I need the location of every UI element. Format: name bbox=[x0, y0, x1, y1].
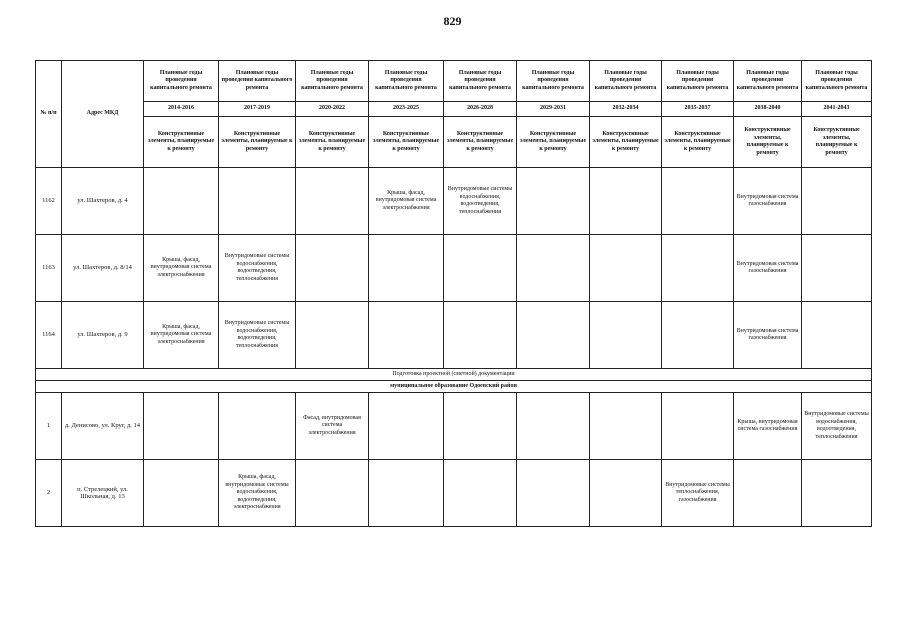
period-cell: 2014-2016 bbox=[144, 102, 219, 117]
elements-header: Конструктивные элементы, планируемые к ремонту bbox=[734, 117, 802, 168]
header-row-elements bbox=[36, 117, 872, 168]
repair-cell: Крыша, фасад, внутридомовые системы водоснабжения, водоотведения, электроснабжения bbox=[219, 460, 296, 527]
row-address: ул. Шахтеров, д. 4 bbox=[62, 168, 144, 235]
row-number: 1 bbox=[36, 393, 62, 460]
repair-cell bbox=[219, 168, 296, 235]
row-number: 1164 bbox=[36, 302, 62, 369]
period-cell: 2023-2025 bbox=[369, 102, 444, 117]
plan-header: Плановые годы проведения капитального ремонта bbox=[444, 61, 517, 102]
elements-header: Конструктивные элементы, планируемые к ремонту bbox=[296, 117, 369, 168]
elements-header: Конструктивные элементы, планируемые к ремонту bbox=[369, 117, 444, 168]
elements-header: Конструктивные элементы, планируемые к ремонту bbox=[444, 117, 517, 168]
repair-cell bbox=[590, 460, 662, 527]
repair-cell bbox=[144, 460, 219, 527]
repair-cell bbox=[662, 168, 734, 235]
row-address: ул. Шахтеров, д. 8/14 bbox=[62, 235, 144, 302]
elements-header: Конструктивные элементы, планируемые к ремонту bbox=[590, 117, 662, 168]
repair-cell bbox=[802, 235, 872, 302]
repair-cell bbox=[444, 460, 517, 527]
plan-header: Плановые годы проведения капитального ремонта bbox=[144, 61, 219, 102]
row-number: 1163 bbox=[36, 235, 62, 302]
repair-cell bbox=[517, 235, 590, 302]
plan-header: Плановые годы проведения капитального ремонта bbox=[734, 61, 802, 102]
period-cell: 2032-2034 bbox=[590, 102, 662, 117]
repair-cell bbox=[369, 302, 444, 369]
plan-header: Плановые годы проведения капитального ремонта bbox=[802, 61, 872, 102]
repair-cell bbox=[662, 393, 734, 460]
repair-cell: Крыша, фасад, внутридомовая система электроснабжения bbox=[144, 302, 219, 369]
elements-header: Конструктивные элементы, планируемые к ремонту bbox=[802, 117, 872, 168]
repair-cell bbox=[590, 235, 662, 302]
table-row bbox=[36, 235, 872, 302]
repair-cell bbox=[444, 302, 517, 369]
repair-cell: Внутридомовая система газоснабжения bbox=[734, 235, 802, 302]
table-row bbox=[36, 460, 872, 527]
row-address: ул. Шахтеров, д. 9 bbox=[62, 302, 144, 369]
header-row-plan bbox=[36, 61, 872, 102]
elements-header: Конструктивные элементы, планируемые к ремонту bbox=[662, 117, 734, 168]
plan-header: Плановые годы проведения капитального ремонта bbox=[296, 61, 369, 102]
period-cell: 2026-2028 bbox=[444, 102, 517, 117]
repair-cell bbox=[296, 302, 369, 369]
repair-cell bbox=[802, 460, 872, 527]
repair-cell bbox=[219, 393, 296, 460]
repair-cell bbox=[296, 168, 369, 235]
repair-cell bbox=[369, 393, 444, 460]
repair-cell bbox=[590, 168, 662, 235]
table-row bbox=[36, 302, 872, 369]
period-cell: 2020-2022 bbox=[296, 102, 369, 117]
repair-cell: Внутридомовые системы водоснабжения, водоотведения, теплоснабжения bbox=[219, 302, 296, 369]
repair-cell: Крыша, внутридомовая система газоснабжения bbox=[734, 393, 802, 460]
repair-cell bbox=[369, 460, 444, 527]
period-cell: 2029-2031 bbox=[517, 102, 590, 117]
repair-cell bbox=[517, 168, 590, 235]
repair-cell: Внутридомовые системы водоснабжения, водоотведения, теплоснабжения bbox=[219, 235, 296, 302]
repair-cell bbox=[144, 168, 219, 235]
repair-cell bbox=[369, 235, 444, 302]
repair-cell: Внутридомовая система газоснабжения bbox=[734, 302, 802, 369]
section-design-title: Подготовка проектной (сметной) документации bbox=[36, 369, 872, 381]
repair-cell bbox=[296, 460, 369, 527]
table-row bbox=[36, 168, 872, 235]
period-cell: 2041-2043 bbox=[802, 102, 872, 117]
repair-cell bbox=[802, 302, 872, 369]
elements-header: Конструктивные элементы, планируемые к ремонту bbox=[144, 117, 219, 168]
period-cell: 2017-2019 bbox=[219, 102, 296, 117]
col-address-header: Адрес МКД bbox=[62, 61, 144, 168]
repair-cell: Внутридомовая система газоснабжения bbox=[734, 168, 802, 235]
plan-header: Плановые годы проведения капитального ремонта bbox=[662, 61, 734, 102]
repair-cell: Внутридомовые системы водоснабжения, водоотведения, теплоснабжения bbox=[444, 168, 517, 235]
repair-cell bbox=[662, 302, 734, 369]
repair-cell bbox=[802, 168, 872, 235]
capital-repair-table bbox=[35, 60, 872, 527]
repair-cell bbox=[662, 235, 734, 302]
plan-header: Плановые годы проведения капитального ремонта bbox=[590, 61, 662, 102]
elements-header: Конструктивные элементы, планируемые к ремонту bbox=[517, 117, 590, 168]
header-row-periods bbox=[36, 102, 872, 117]
plan-header: Плановые годы проведения капитального ремонта bbox=[219, 61, 296, 102]
repair-cell: Внутридомовые системы теплоснабжения, газоснабжения bbox=[662, 460, 734, 527]
repair-cell bbox=[296, 235, 369, 302]
row-address: п. Стрелецкий, ул. Школьная, д. 13 bbox=[62, 460, 144, 527]
repair-cell bbox=[517, 393, 590, 460]
elements-header: Конструктивные элементы, планируемые к ремонту bbox=[219, 117, 296, 168]
repair-cell bbox=[444, 393, 517, 460]
table-row bbox=[36, 393, 872, 460]
repair-cell bbox=[517, 460, 590, 527]
plan-header: Плановые годы проведения капитального ремонта bbox=[517, 61, 590, 102]
period-cell: 2035-2037 bbox=[662, 102, 734, 117]
period-cell: 2038-2040 bbox=[734, 102, 802, 117]
section-row-municipality bbox=[36, 381, 872, 393]
section-row-design bbox=[36, 369, 872, 381]
page-number: 829 bbox=[443, 14, 462, 28]
repair-cell: Фасад, внутридомовая система электроснабжения bbox=[296, 393, 369, 460]
row-number: 1162 bbox=[36, 168, 62, 235]
row-address: д. Денисово, ул. Круг, д. 14 bbox=[62, 393, 144, 460]
row-number: 2 bbox=[36, 460, 62, 527]
repair-cell bbox=[734, 460, 802, 527]
repair-cell bbox=[144, 393, 219, 460]
plan-header: Плановые годы проведения капитального ремонта bbox=[369, 61, 444, 102]
repair-cell: Крыша, фасад, внутридомовая система электроснабжения bbox=[369, 168, 444, 235]
repair-cell bbox=[590, 393, 662, 460]
repair-cell bbox=[590, 302, 662, 369]
col-num-header: № п/п bbox=[36, 61, 62, 168]
repair-cell bbox=[444, 235, 517, 302]
repair-cell: Внутридомовые системы водоснабжения, водоотведения, теплоснабжения bbox=[802, 393, 872, 460]
section-municipality-title: муниципальное образование Одоевский район bbox=[36, 381, 872, 393]
repair-cell bbox=[517, 302, 590, 369]
repair-cell: Крыша, фасад, внутридомовая система электроснабжения bbox=[144, 235, 219, 302]
